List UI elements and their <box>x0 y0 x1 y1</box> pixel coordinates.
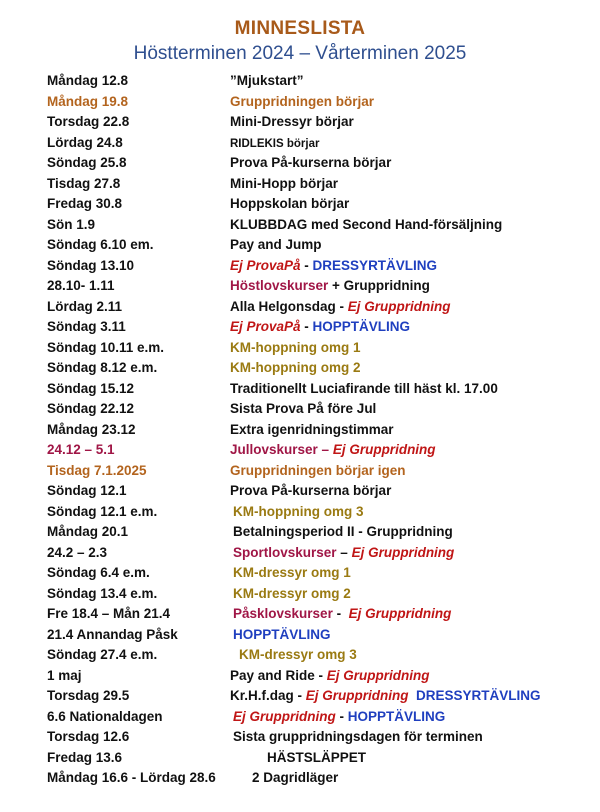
list-item <box>0 768 600 789</box>
event-description <box>230 135 319 150</box>
event-description <box>230 237 322 252</box>
event-text: Sista gruppridningsdagen för terminen <box>233 729 483 744</box>
event-description <box>230 381 498 396</box>
list-item <box>0 133 600 154</box>
event-text: Ej ProvaPå <box>230 319 301 334</box>
list-item <box>0 563 600 584</box>
event-text: Ej Gruppridning <box>326 667 430 683</box>
event-date: 28.10- 1.11 <box>47 278 115 293</box>
list-item <box>0 399 600 420</box>
event-date: Torsdag 22.8 <box>47 114 130 129</box>
event-text: Höstlovskurser <box>230 278 329 293</box>
event-date: Söndag 8.12 e.m. <box>47 360 158 375</box>
event-description <box>230 360 360 375</box>
list-item <box>0 666 600 687</box>
event-text: - <box>335 708 348 724</box>
event-text: Alla Helgonsdag - <box>230 298 348 314</box>
page-subtitle: Höstterminen 2024 – Vårterminen 2025 <box>133 43 467 64</box>
event-text <box>409 688 417 703</box>
event-date: Fredag 13.6 <box>47 749 123 765</box>
list-item <box>0 584 600 605</box>
event-description <box>252 770 338 785</box>
event-description <box>230 340 360 355</box>
event-text: Betalningsperiod II - Gruppridning <box>233 524 453 539</box>
event-text: KM-hoppning omg 1 <box>230 339 361 355</box>
event-text: ”Mjukstart” <box>230 73 304 88</box>
event-text: Gruppridningen börjar <box>230 93 374 109</box>
event-description <box>230 196 349 211</box>
event-description <box>230 401 376 416</box>
list-item <box>0 420 600 441</box>
list-item <box>0 461 600 482</box>
event-text: Pay and Jump <box>230 237 322 252</box>
event-text: KM-hoppning omg 2 <box>230 360 361 375</box>
event-date: Söndag 10.11 e.m. <box>47 339 165 355</box>
event-date: Torsdag 29.5 <box>47 688 130 703</box>
list-item <box>0 625 600 646</box>
list-item <box>0 727 600 748</box>
event-description <box>230 688 541 703</box>
event-description <box>230 176 338 191</box>
event-date: Söndag 12.1 e.m. <box>47 503 158 519</box>
event-date: Söndag 13.4 e.m. <box>47 585 158 601</box>
event-text: DRESSYRTÄVLING <box>312 257 438 273</box>
event-date: 6.6 Nationaldagen <box>47 708 163 724</box>
event-text: Påsklovskurser <box>233 606 333 621</box>
event-text: RIDLEKIS börjar <box>230 137 320 150</box>
event-text: Hoppskolan börjar <box>230 196 350 211</box>
event-text: HOPPTÄVLING <box>312 319 411 334</box>
event-text: HOPPTÄVLING <box>347 708 446 724</box>
event-text: KLUBBDAG med Second Hand-försäljning <box>230 216 503 232</box>
list-item <box>0 112 600 133</box>
schedule-list <box>0 71 600 789</box>
event-text: KM-dressyr omg 1 <box>233 565 351 580</box>
event-text: Ej ProvaPå <box>230 257 301 273</box>
list-item <box>0 748 600 769</box>
event-description <box>233 709 445 724</box>
list-item <box>0 276 600 297</box>
event-date: 21.4 Annandag Påsk <box>47 626 178 642</box>
event-description <box>230 668 430 683</box>
event-date: Söndag 6.4 e.m. <box>47 565 150 580</box>
event-text: KM-hoppning omg 3 <box>233 503 364 519</box>
event-text: Traditionellt Luciafirande till häst kl. 17.00 <box>230 380 498 396</box>
event-text: Ej Gruppridning <box>347 298 451 314</box>
event-text: Ej Gruppridning <box>348 606 452 621</box>
event-description <box>230 299 451 314</box>
event-text: Gruppridningen börjar igen <box>230 462 406 478</box>
event-description <box>230 463 406 478</box>
list-item <box>0 215 600 236</box>
event-text: Extra igenridningstimmar <box>230 421 394 437</box>
event-text: HOPPTÄVLING <box>233 626 331 642</box>
event-description <box>230 422 394 437</box>
list-item <box>0 358 600 379</box>
list-item <box>0 379 600 400</box>
list-item <box>0 707 600 728</box>
event-text: Mini-Dressyr börjar <box>230 114 354 129</box>
event-text: Ej Gruppridning <box>351 544 455 560</box>
event-description <box>233 586 351 601</box>
event-text: KM-dressyr omg 3 <box>239 647 357 662</box>
event-text: + Gruppridning <box>328 278 430 293</box>
event-date: Fre 18.4 – Mån 21.4 <box>47 606 171 621</box>
list-item <box>0 174 600 195</box>
event-date: Lördag 2.11 <box>47 298 123 314</box>
event-description <box>233 729 483 744</box>
list-item <box>0 297 600 318</box>
event-text: Sportlovskurser <box>233 544 337 560</box>
list-item <box>0 543 600 564</box>
list-item <box>0 71 600 92</box>
list-item <box>0 194 600 215</box>
event-text: Prova På-kurserna börjar <box>230 483 392 498</box>
event-date: Måndag 12.8 <box>47 73 129 88</box>
event-date: Måndag 23.12 <box>47 421 136 437</box>
event-date: Söndag 15.12 <box>47 380 135 396</box>
event-description <box>239 647 357 662</box>
event-text: Ej Gruppridning <box>305 688 409 703</box>
event-text: - <box>300 319 313 334</box>
event-date: Torsdag 12.6 <box>47 729 130 744</box>
event-text: Sista Prova På före Jul <box>230 401 377 416</box>
event-description <box>230 278 430 293</box>
event-date: Måndag 16.6 - Lördag 28.6 <box>47 770 216 785</box>
event-text: Kr.H.f.dag - <box>230 688 306 703</box>
event-text: Ej Gruppridning <box>233 708 336 724</box>
event-date: Söndag 12.1 <box>47 483 127 498</box>
event-date: Tisdag 7.1.2025 <box>47 462 147 478</box>
event-date: Fredag 30.8 <box>47 196 123 211</box>
list-item <box>0 440 600 461</box>
event-date: Söndag 13.10 <box>47 257 135 273</box>
event-text: Jullovskurser – <box>230 442 333 457</box>
list-item <box>0 317 600 338</box>
event-description <box>230 483 391 498</box>
event-description <box>230 319 410 334</box>
event-description <box>233 504 363 519</box>
event-date: Måndag 20.1 <box>47 524 129 539</box>
list-item <box>0 235 600 256</box>
event-text: Pay and Ride - <box>230 667 327 683</box>
event-text: - <box>332 606 349 621</box>
event-description <box>230 94 374 109</box>
event-date: 24.2 – 2.3 <box>47 544 108 560</box>
event-text: HÄSTSLÄPPET <box>267 749 367 765</box>
event-description <box>233 606 451 621</box>
event-text: Ej Gruppridning <box>332 442 436 457</box>
event-description <box>230 217 502 232</box>
event-description <box>230 155 391 170</box>
list-item <box>0 153 600 174</box>
event-date: Sön 1.9 <box>47 216 96 232</box>
event-text: – <box>336 544 352 560</box>
list-item <box>0 604 600 625</box>
list-item <box>0 502 600 523</box>
list-item <box>0 92 600 113</box>
event-description <box>230 258 437 273</box>
event-description <box>233 524 453 539</box>
event-text: DRESSYRTÄVLING <box>416 688 541 703</box>
event-description <box>233 627 331 642</box>
event-date: Tisdag 27.8 <box>47 175 121 191</box>
event-text: Prova På-kurserna börjar <box>230 155 392 170</box>
event-text: - <box>300 257 313 273</box>
list-item <box>0 481 600 502</box>
event-date: Söndag 27.4 e.m. <box>47 647 158 662</box>
event-description <box>230 442 436 457</box>
event-description <box>233 565 351 580</box>
list-item <box>0 686 600 707</box>
event-date: Söndag 25.8 <box>47 155 127 170</box>
list-item <box>0 256 600 277</box>
list-item <box>0 645 600 666</box>
list-item <box>0 522 600 543</box>
event-date: Måndag 19.8 <box>47 93 129 109</box>
event-date: Söndag 22.12 <box>47 401 135 416</box>
event-date: 1 maj <box>47 667 82 683</box>
event-description <box>267 750 366 765</box>
page-title: MINNESLISTA <box>234 18 366 39</box>
event-text: 2 Dagridläger <box>252 770 339 785</box>
event-date: 24.12 – 5.1 <box>47 442 115 457</box>
event-date: Lördag 24.8 <box>47 134 123 150</box>
event-text: KM-dressyr omg 2 <box>233 585 351 601</box>
event-description <box>230 73 304 88</box>
event-date: Söndag 3.11 <box>47 319 126 334</box>
event-description <box>233 545 454 560</box>
event-text: Mini-Hopp börjar <box>230 175 338 191</box>
list-item <box>0 338 600 359</box>
event-description <box>230 114 354 129</box>
event-date: Söndag 6.10 em. <box>47 237 154 252</box>
